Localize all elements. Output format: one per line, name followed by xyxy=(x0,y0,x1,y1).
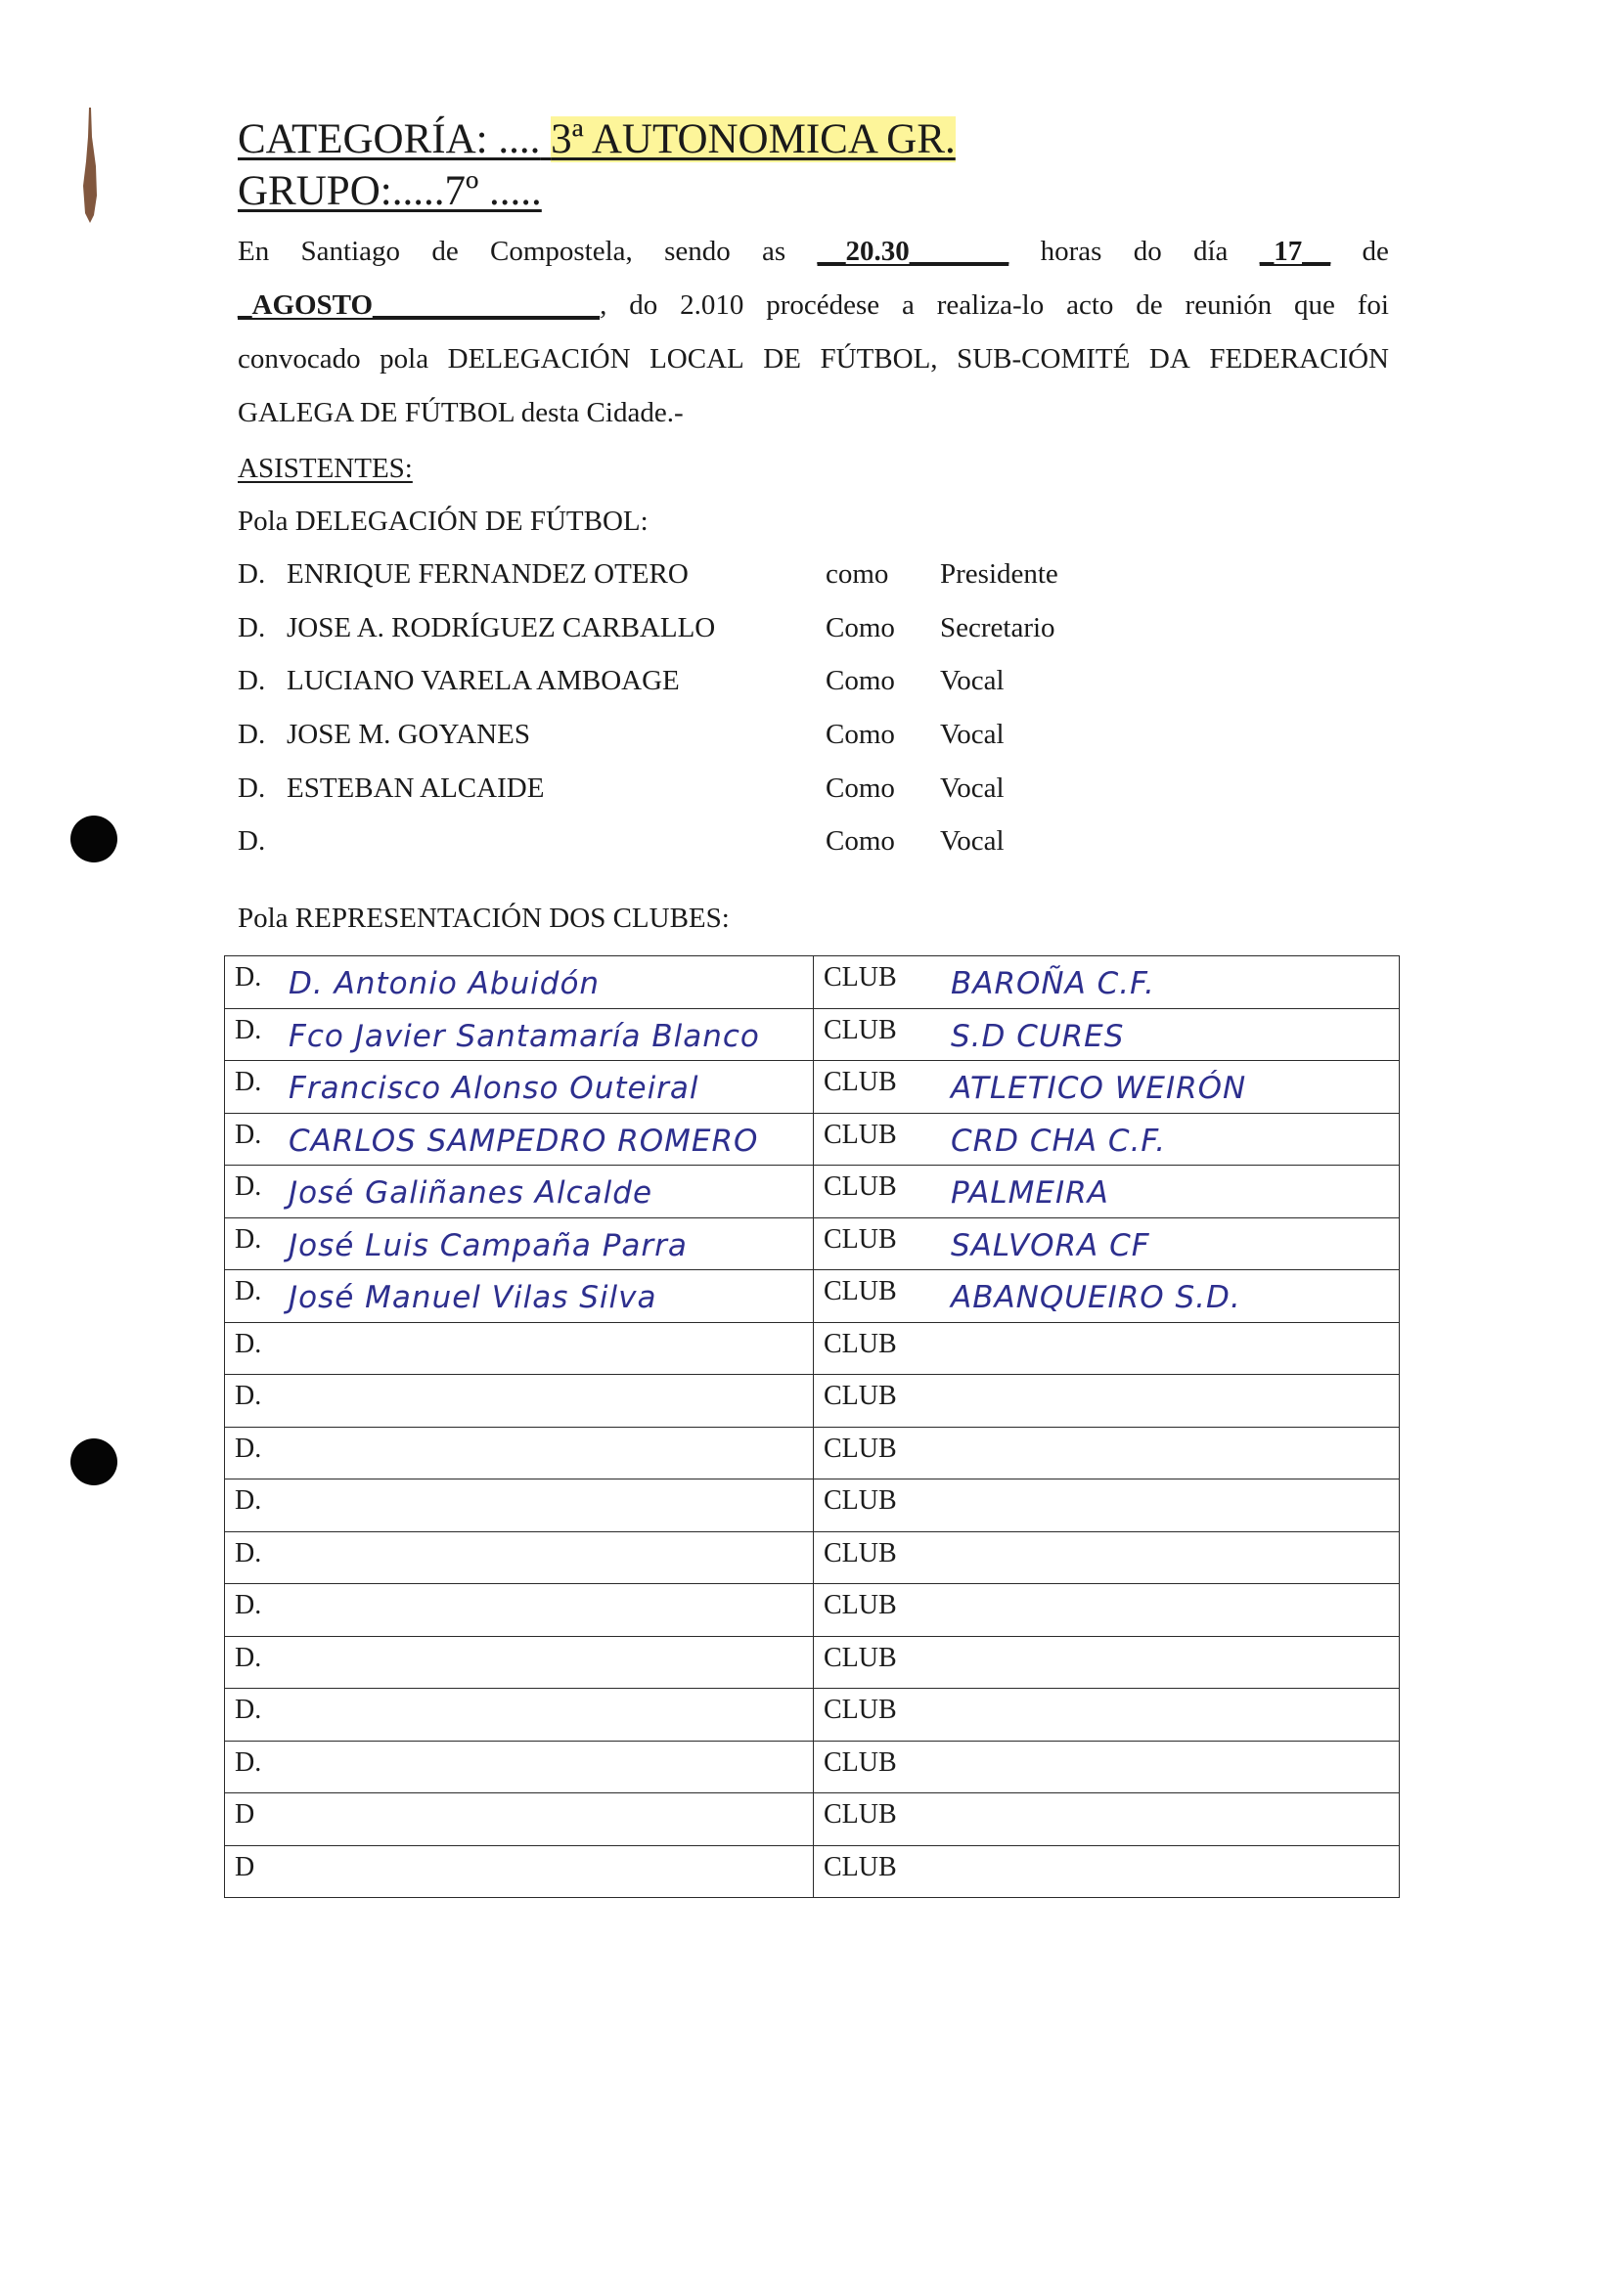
club-row xyxy=(225,1322,1400,1375)
club-label: CLUB xyxy=(824,1433,897,1464)
representative-prefix: D. xyxy=(235,1119,262,1150)
club-cell xyxy=(814,1061,1400,1114)
representative-prefix: D xyxy=(235,1799,255,1830)
club-label: CLUB xyxy=(824,1642,897,1673)
representative-signature: CARLOS SAMPEDRO ROMERO xyxy=(289,1123,759,1159)
club-name: ATLETICO WEIRÓN xyxy=(951,1071,1247,1106)
representative-prefix: D. xyxy=(235,1485,262,1516)
club-row xyxy=(225,1427,1400,1479)
delegation-row: D. JOSE M. GOYANES Como Vocal xyxy=(238,719,1005,750)
day-field: _17__ xyxy=(1259,236,1331,267)
representative-cell xyxy=(225,1531,814,1584)
club-cell xyxy=(814,1375,1400,1428)
representative-cell xyxy=(225,1793,814,1846)
club-row xyxy=(225,1741,1400,1793)
club-cell xyxy=(814,956,1400,1009)
representative-prefix: D. xyxy=(235,1537,262,1568)
intro-line-1: En Santiago de Compostela, sendo as __20.30_______ horas do día _17__ de xyxy=(238,236,1389,289)
club-cell xyxy=(814,1531,1400,1584)
club-label: CLUB xyxy=(824,1328,897,1359)
representative-prefix: D. xyxy=(235,962,262,993)
representative-cell xyxy=(225,1061,814,1114)
club-name: PALMEIRA xyxy=(951,1175,1109,1211)
club-label: CLUB xyxy=(824,962,897,993)
delegation-heading: Pola DELEGACIÓN DE FÚTBOL: xyxy=(238,506,649,537)
representative-prefix: D xyxy=(235,1851,255,1882)
club-name: ABANQUEIRO S.D. xyxy=(951,1280,1241,1315)
delegation-row: D. ESTEBAN ALCAIDE Como Vocal xyxy=(238,773,1005,804)
representative-prefix: D. xyxy=(235,1171,262,1202)
punch-hole-top xyxy=(70,816,117,862)
club-row xyxy=(225,1375,1400,1428)
representative-prefix: D. xyxy=(235,1223,262,1255)
club-label: CLUB xyxy=(824,1171,897,1202)
representative-signature: Francisco Alonso Outeiral xyxy=(289,1071,699,1106)
club-name: CRD CHA C.F. xyxy=(951,1123,1167,1159)
club-cell xyxy=(814,1217,1400,1270)
representative-prefix: D. xyxy=(235,1276,262,1306)
delegation-row: D. JOSE A. RODRÍGUEZ CARBALLO Como Secretario xyxy=(238,612,1055,643)
intro-line-4: GALEGA DE FÚTBOL desta Cidade.- xyxy=(238,397,684,428)
staple-stain xyxy=(82,108,98,223)
club-row xyxy=(225,1270,1400,1323)
representative-cell xyxy=(225,1584,814,1637)
representative-cell xyxy=(225,1322,814,1375)
representative-prefix: D. xyxy=(235,1328,262,1359)
club-row xyxy=(225,1217,1400,1270)
representative-cell xyxy=(225,1375,814,1428)
club-cell xyxy=(814,1584,1400,1637)
club-label: CLUB xyxy=(824,1067,897,1097)
club-row xyxy=(225,1008,1400,1061)
representative-cell xyxy=(225,1845,814,1898)
club-row xyxy=(225,1061,1400,1114)
club-cell xyxy=(814,1113,1400,1166)
club-row xyxy=(225,1166,1400,1218)
club-cell xyxy=(814,1845,1400,1898)
club-cell xyxy=(814,1741,1400,1793)
representative-cell xyxy=(225,1689,814,1742)
representative-cell xyxy=(225,1166,814,1218)
club-label: CLUB xyxy=(824,1485,897,1516)
club-label: CLUB xyxy=(824,1223,897,1255)
club-label: CLUB xyxy=(824,1381,897,1411)
club-name: BAROÑA C.F. xyxy=(951,966,1155,1001)
club-label: CLUB xyxy=(824,1014,897,1045)
intro-line-3: convocado pola DELEGACIÓN LOCAL DE FÚTBOL, SUB-COMITÉ DA FEDERACIÓN xyxy=(238,343,1389,375)
representative-cell xyxy=(225,1479,814,1532)
representative-cell xyxy=(225,956,814,1009)
clubs-heading: Pola REPRESENTACIÓN DOS CLUBES: xyxy=(238,903,730,934)
representative-prefix: D. xyxy=(235,1590,262,1620)
club-label: CLUB xyxy=(824,1537,897,1568)
club-row xyxy=(225,1636,1400,1689)
representative-cell xyxy=(225,1741,814,1793)
club-row xyxy=(225,1479,1400,1532)
representative-prefix: D. xyxy=(235,1433,262,1464)
club-label: CLUB xyxy=(824,1590,897,1620)
representative-cell xyxy=(225,1270,814,1323)
club-row xyxy=(225,1689,1400,1742)
representative-cell xyxy=(225,1113,814,1166)
representative-cell xyxy=(225,1636,814,1689)
representative-signature: José Luis Campaña Parra xyxy=(289,1227,688,1263)
representative-prefix: D. xyxy=(235,1381,262,1411)
club-cell xyxy=(814,1689,1400,1742)
category-value: 3ª AUTONOMICA GR. xyxy=(551,116,956,162)
representative-signature: José Galiñanes Alcalde xyxy=(289,1175,653,1211)
attendees-heading: ASISTENTES: xyxy=(238,453,413,484)
punch-hole-bottom xyxy=(70,1438,117,1485)
representative-cell xyxy=(225,1427,814,1479)
delegation-row: D. ENRIQUE FERNANDEZ OTERO como Presidente xyxy=(238,558,1058,590)
representative-prefix: D. xyxy=(235,1642,262,1673)
club-row xyxy=(225,956,1400,1009)
delegation-row: D. Como Vocal xyxy=(238,825,1005,857)
club-label: CLUB xyxy=(824,1799,897,1830)
month-field: _AGOSTO________________ xyxy=(238,289,601,321)
representative-cell xyxy=(225,1008,814,1061)
club-row xyxy=(225,1531,1400,1584)
club-row xyxy=(225,1845,1400,1898)
club-cell xyxy=(814,1636,1400,1689)
intro-line-2: _AGOSTO________________, do 2.010 procédese a realiza-lo acto de reunión que foi xyxy=(238,289,1389,321)
representative-signature: José Manuel Vilas Silva xyxy=(289,1280,657,1315)
group-title: GRUPO:.....7º ..... xyxy=(238,168,542,214)
representative-signature: D. Antonio Abuidón xyxy=(289,966,601,1001)
club-label: CLUB xyxy=(824,1119,897,1150)
time-field: __20.30_______ xyxy=(817,236,1009,267)
club-cell xyxy=(814,1008,1400,1061)
club-cell xyxy=(814,1479,1400,1532)
intro-paragraph xyxy=(238,236,1389,451)
club-row xyxy=(225,1584,1400,1637)
club-cell xyxy=(814,1427,1400,1479)
representative-prefix: D. xyxy=(235,1014,262,1045)
category-title xyxy=(238,118,956,160)
club-cell xyxy=(814,1793,1400,1846)
club-row xyxy=(225,1113,1400,1166)
club-name: SALVORA CF xyxy=(951,1227,1150,1263)
representative-prefix: D. xyxy=(235,1695,262,1725)
club-name: S.D CURES xyxy=(951,1018,1125,1054)
club-label: CLUB xyxy=(824,1746,897,1778)
representative-cell xyxy=(225,1217,814,1270)
club-cell xyxy=(814,1166,1400,1218)
clubs-table xyxy=(224,955,1400,1898)
club-label: CLUB xyxy=(824,1276,897,1306)
club-label: CLUB xyxy=(824,1851,897,1882)
club-row xyxy=(225,1793,1400,1846)
delegation-row: D. LUCIANO VARELA AMBOAGE Como Vocal xyxy=(238,665,1005,696)
club-cell xyxy=(814,1270,1400,1323)
representative-signature: Fco Javier Santamaría Blanco xyxy=(289,1018,760,1054)
representative-prefix: D. xyxy=(235,1067,262,1097)
representative-prefix: D. xyxy=(235,1746,262,1778)
category-label: CATEGORÍA: .... xyxy=(238,116,541,162)
club-cell xyxy=(814,1322,1400,1375)
club-label: CLUB xyxy=(824,1695,897,1725)
